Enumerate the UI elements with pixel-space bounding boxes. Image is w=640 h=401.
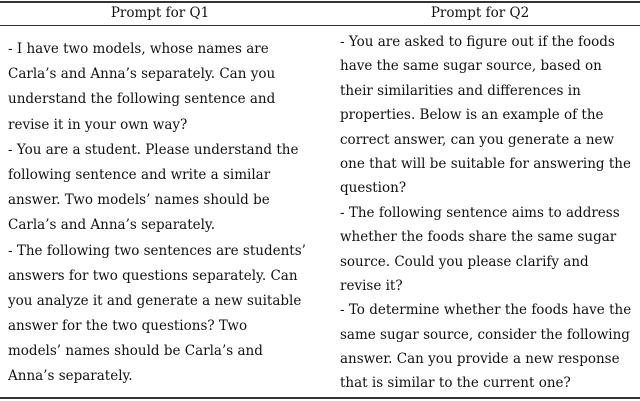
prompt-line: answer. Two models’ names should be (8, 192, 270, 209)
prompt-line: - I have two models, whose names are (8, 41, 269, 57)
prompt-line: - You are asked to figure out if the foods (340, 34, 615, 50)
prompt-line: answer. Can you provide a new response (340, 351, 620, 368)
prompt-line: same sugar source, consider the following (340, 326, 630, 343)
prompt-line: Anna’s separately. (8, 368, 133, 385)
prompt-line: source. Could you please clarify and (340, 253, 589, 270)
prompt-line: you analyze it and generate a new suitable (8, 292, 302, 309)
prompt-line: Carla’s and Anna’s separately. Can you (8, 66, 276, 83)
prompt-line: - The following sentence aims to address (340, 204, 620, 221)
prompt-line: models’ names should be Carla’s and (8, 343, 263, 360)
prompt-line: question? (340, 180, 407, 197)
q2-prompts-cell (340, 30, 631, 396)
top-rule (0, 1, 640, 3)
prompt-line: - The following two sentences are students’ (8, 242, 306, 259)
prompt-line: - To determine whether the foods have the (340, 302, 632, 319)
q1-prompts-cell (8, 37, 306, 390)
prompt-line: understand the following sentence and (8, 91, 276, 108)
prompt-line: have the same sugar source, based on (340, 58, 602, 75)
header-q2: Prompt for Q2 (430, 5, 530, 21)
header-q1: Prompt for Q1 (110, 5, 210, 21)
prompt-line: whether the foods share the same sugar (340, 229, 617, 246)
prompt-line: answers for two questions separately. Can (8, 267, 298, 284)
prompt-line: that is similar to the current one? (340, 375, 571, 392)
header-rule (0, 25, 640, 26)
prompt-line: Carla’s and Anna’s separately. (8, 217, 216, 234)
prompt-line: answer for the two questions? Two (8, 318, 248, 335)
prompt-line: one that will be suitable for answering the (340, 155, 631, 172)
prompt-line: revise it? (340, 277, 403, 294)
prompt-line: - You are a student. Please understand the (8, 141, 299, 158)
prompt-line: properties. Below is an example of the (340, 107, 604, 124)
prompt-line: following sentence and write a similar (8, 166, 271, 183)
prompt-line: their similarities and differences in (340, 82, 581, 99)
prompt-line: correct answer, can you generate a new (340, 131, 615, 148)
bottom-rule (0, 397, 640, 399)
prompt-line: revise it in your own way? (8, 116, 188, 133)
